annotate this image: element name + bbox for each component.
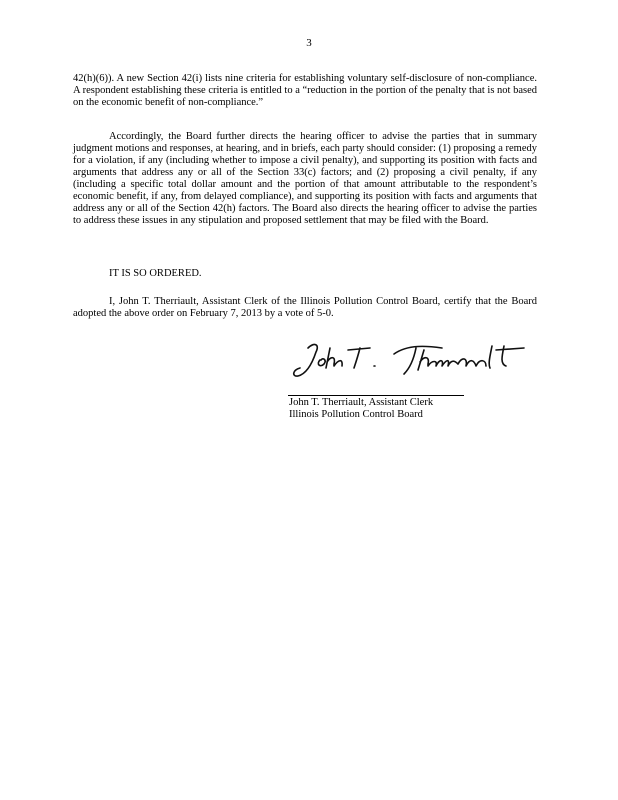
page-number: 3 [306,37,312,49]
paragraph-directions: Accordingly, the Board further directs the hearing officer to advise the parties that in summary judgment motions and responses, at hearing, and in briefs, each party should consider: (1) proposing a remedy for a violation, if any (including whether to impose a civil penalty), and supporting its position with facts and arguments that address any or all of the Section 33(c) factors; and (2) proposing a civil penalty, if any (including a specific total dollar amount and the portion of that amount attributable to the respondent’s economic benefit, if any, from delayed compliance), and supporting its position with facts and arguments that address any or all of the Section 42(h) factors. The Board also directs the hearing officer to advise the parties to address these issues in any stipulation and proposed settlement that may be filed with the Board. [73,131,537,226]
signer-name: John T. Therriault, Assistant Clerk [289,397,434,408]
handwritten-signature [290,334,530,384]
paragraph-certification: I, John T. Therriault, Assistant Clerk of the Illinois Pollution Control Board, certify that the Board adopted the above order on February 7, 2013 by a vote of 5-0. [73,296,537,319]
signature-block [289,397,433,421]
order-statement: IT IS SO ORDERED. [109,268,202,279]
signer-organization: Illinois Pollution Control Board [289,409,423,420]
paragraph-criteria: 42(h)(6)). A new Section 42(i) lists nine criteria for establishing voluntary self-disclosure of non-compliance. A respondent establishing these criteria is entitled to a “reduction in the portion of the penalty that is not based on the economic benefit of non-compliance.” [73,73,537,108]
signature-line [288,395,464,396]
